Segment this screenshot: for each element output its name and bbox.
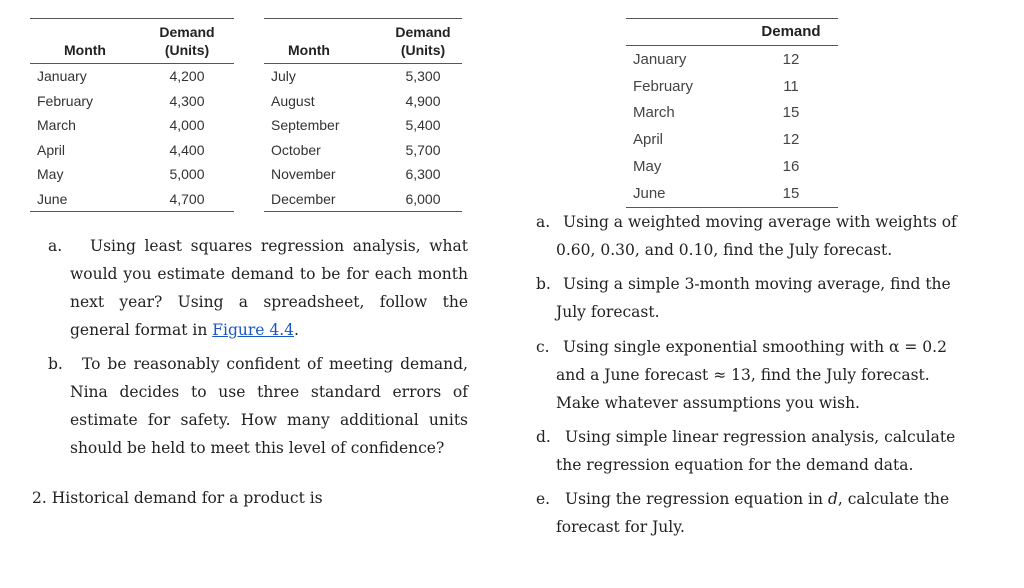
- month-cell: June: [37, 190, 68, 207]
- question-text-emphasis: d: [827, 490, 838, 508]
- month-column-header: [626, 19, 744, 46]
- demand-cell: 4,900: [405, 92, 441, 109]
- question-label: d.: [536, 428, 551, 446]
- table-row: [264, 187, 462, 212]
- month-cell: June: [633, 184, 666, 202]
- problem-2-heading: 2. Historical demand for a product is: [32, 489, 323, 507]
- month-cell: January: [633, 50, 687, 68]
- question-b-right: [536, 270, 966, 326]
- figure-4-4-link[interactable]: Figure 4.4: [212, 321, 295, 339]
- question-text: Using simple linear regression analysis, calculate the regression equation for the demand data.: [556, 428, 956, 474]
- month-cell: May: [37, 166, 64, 183]
- demand-cell: 12: [782, 50, 800, 68]
- table-row: [626, 73, 838, 100]
- question-d-right: [536, 423, 966, 479]
- demand-table-jan-jun: [30, 18, 234, 212]
- demand-cell: 11: [783, 77, 799, 95]
- month-cell: May: [633, 158, 662, 176]
- question-text-part: Using the regression equation in: [565, 490, 828, 508]
- table-header-row: [264, 19, 462, 64]
- demand-table-jul-dec: [264, 18, 462, 212]
- question-label: b.: [536, 275, 551, 293]
- question-text-part: Using least squares regression analysis, what would you estimate demand to be for each month next year? Using a spreadsheet, follow the general format in: [70, 237, 468, 339]
- month-column-header: Month: [288, 42, 330, 58]
- demand-cell: 5,400: [405, 117, 441, 134]
- month-cell: October: [271, 141, 321, 158]
- demand-cell: 5,000: [169, 166, 205, 183]
- question-text-part: , calculate the forecast for July.: [556, 490, 950, 536]
- table-row: [626, 46, 838, 73]
- question-text: Using a simple 3-month moving average, find the July forecast.: [556, 275, 951, 321]
- question-text-part: .: [294, 321, 299, 339]
- table-row: [264, 89, 462, 114]
- demand-cell: 15: [782, 184, 800, 202]
- table-row: [626, 100, 838, 127]
- demand-cell: 12: [782, 131, 800, 149]
- demand-cell: 15: [782, 104, 800, 122]
- question-a-left: [48, 232, 468, 344]
- month-cell: February: [37, 92, 94, 109]
- table-header-row: [626, 19, 838, 46]
- question-text: Using a weighted moving average with weights of 0.60, 0.30, and 0.10, find the July forecast.: [556, 213, 957, 259]
- table-row: [30, 187, 234, 212]
- question-text: [556, 485, 966, 541]
- month-cell: November: [271, 166, 336, 183]
- question-label: b.: [48, 355, 63, 373]
- question-b-left: [48, 350, 468, 462]
- question-e-right: [536, 485, 966, 541]
- month-cell: December: [271, 190, 336, 207]
- question-text: To be reasonably confident of meeting demand, Nina decides to use three standard errors of estimate for safety. How many additional units should be held to meet this level of confidence?: [70, 355, 468, 457]
- table-row: [30, 138, 234, 163]
- table-row: [264, 64, 462, 89]
- month-cell: February: [633, 77, 694, 95]
- question-text: [70, 232, 468, 344]
- demand-cell: 4,000: [169, 117, 205, 134]
- table-row: [264, 113, 462, 138]
- month-column-header: Month: [64, 42, 106, 58]
- table-row: [626, 180, 838, 207]
- question-a-right: [536, 208, 966, 264]
- month-cell: January: [37, 68, 87, 85]
- demand-cell: 5,700: [405, 141, 441, 158]
- table-row: [30, 113, 234, 138]
- demand-column-header: Demand (Units): [395, 24, 451, 58]
- demand-cell: 16: [782, 158, 800, 176]
- table-header-row: [30, 19, 234, 64]
- question-c-right: [536, 333, 966, 417]
- question-text: Using single exponential smoothing with α = 0.2 and a June forecast ≈ 13, find the July forecast. Make whatever assumptions you wish.: [556, 338, 947, 412]
- demand-cell: 6,000: [405, 190, 441, 207]
- table-row: [626, 126, 838, 153]
- month-cell: August: [271, 92, 315, 109]
- table-row: [626, 153, 838, 180]
- demand-cell: 4,200: [169, 68, 205, 85]
- table-row: [264, 162, 462, 187]
- demand-cell: 4,700: [169, 190, 205, 207]
- month-cell: March: [37, 117, 76, 134]
- demand-cell: 4,400: [169, 141, 205, 158]
- question-label: a.: [536, 213, 551, 231]
- month-cell: April: [633, 131, 664, 149]
- month-cell: April: [37, 141, 66, 158]
- table-row: [30, 64, 234, 89]
- question-label: a.: [48, 237, 63, 255]
- table-row: [30, 89, 234, 114]
- demand-column-header: Demand (Units): [159, 24, 215, 58]
- demand-cell: 4,300: [169, 92, 205, 109]
- month-cell: March: [633, 104, 675, 122]
- question-label: e.: [536, 490, 551, 508]
- demand-cell: 6,300: [405, 166, 441, 183]
- month-cell: September: [271, 117, 340, 134]
- demand-column-header: Demand: [761, 23, 821, 40]
- month-cell: July: [271, 68, 296, 85]
- demand-cell: 5,300: [405, 68, 441, 85]
- table-row: [264, 138, 462, 163]
- question-label: c.: [536, 338, 550, 356]
- historical-demand-table: [626, 18, 838, 208]
- table-row: [30, 162, 234, 187]
